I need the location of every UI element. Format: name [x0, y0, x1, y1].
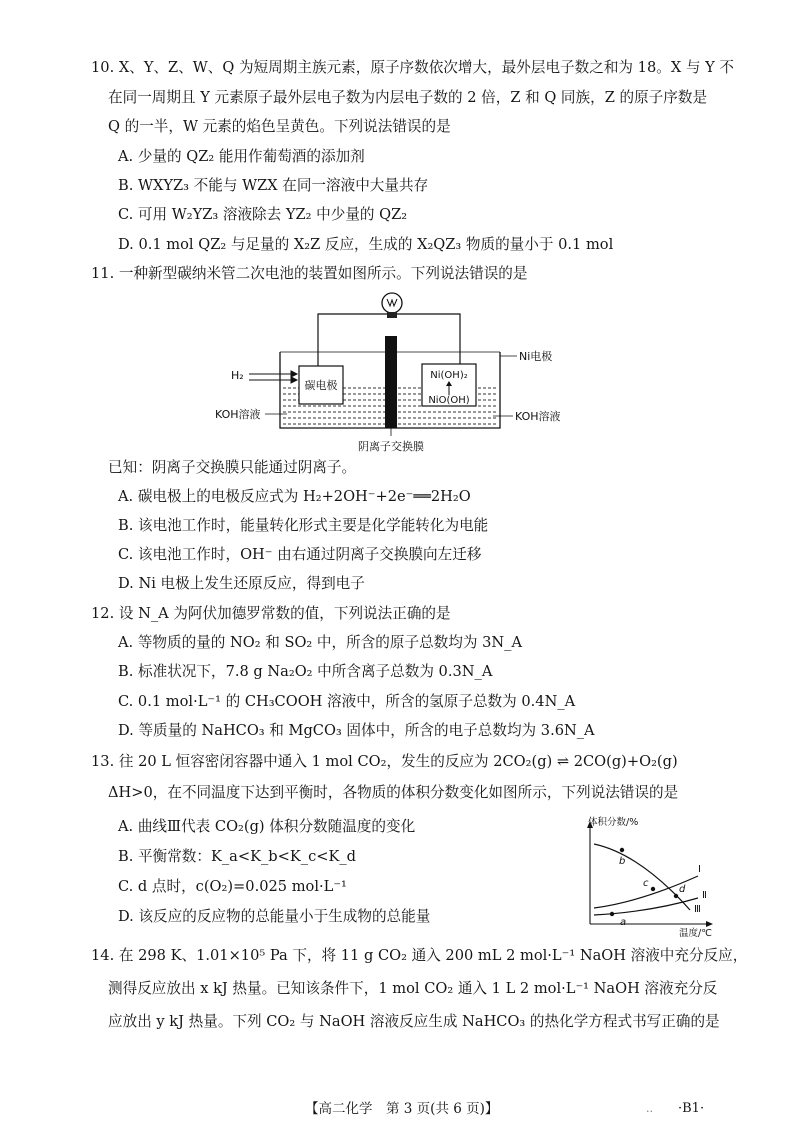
q10-stem-line-2: 在同一周期且 Y 元素原子最外层电子数为内层电子数的 2 倍，Z 和 Q 同族，Z 的原子序数是 [108, 89, 708, 106]
q14-stem-line-1: 14. 在 298 K、1.01×10⁵ Pa 下，将 11 g CO₂ 通入 200 mL 2 mol·L⁻¹ NaOH 溶液中充分反应， [91, 947, 748, 964]
curve-2 [594, 898, 698, 915]
h2-label: H₂ [231, 369, 244, 382]
q10-stem-line-1: 10. X、Y、Z、W、Q 为短周期主族元素，原子序数依次增大，最外层电子数之和为 18。X 与 Y 不 [91, 59, 734, 76]
footer-page-info: 【高二化学 第 3 页(共 6 页)】 [305, 1101, 499, 1117]
graph-ylabel: 体积分数/% [588, 817, 639, 828]
q12-option-d: D. 等质量的 NaHCO₃ 和 MgCO₃ 固体中，所含的电子总数均为 3.6N_A [118, 722, 595, 739]
q13-stem-line-1: 13. 往 20 L 恒容密闭容器中通入 1 mol CO₂，发生的反应为 2CO₂(g) ⇌ 2CO(g)+O₂(g) [91, 753, 678, 770]
nio-oh-label: NiO(OH) [428, 395, 470, 406]
q13-option-a: A. 曲线Ⅲ代表 CO₂(g) 体积分数随温度的变化 [118, 818, 416, 835]
point-b-label: b [619, 856, 626, 867]
point-c-label: c [643, 878, 649, 889]
q11-stem: 11. 一种新型碳纳米管二次电池的装置如图所示。下列说法错误的是 [91, 265, 528, 282]
q13-option-b: B. 平衡常数：K_a<K_b<K_c<K_d [118, 848, 357, 865]
external-wire-right [397, 314, 460, 364]
external-wire [318, 314, 387, 366]
koh-left-label: KOH溶液 [215, 408, 261, 421]
q11-option-b: B. 该电池工作时，能量转化形式主要是化学能转化为电能 [118, 517, 489, 534]
curve-1-label: Ⅰ [698, 864, 701, 875]
q10-option-c: C. 可用 W₂YZ₃ 溶液除去 YZ₂ 中少量的 QZ₂ [118, 206, 408, 223]
anion-exchange-membrane [385, 336, 397, 428]
point-a-label: a [620, 917, 627, 928]
q13-stem-line-2: ΔH>0，在不同温度下达到平衡时，各物质的体积分数变化如图所示，下列说法错误的是 [108, 784, 679, 801]
q12-option-a: A. 等物质的量的 NO₂ 和 SO₂ 中，所含的原子总数均为 3N_A [118, 634, 522, 651]
q11-option-d: D. Ni 电极上发生还原反应，得到电子 [118, 575, 365, 592]
q14-stem-line-2: 测得反应放出 x kJ 热量。已知该条件下，1 mol CO₂ 通入 1 L 2 mol·L⁻¹ NaOH 溶液充分反 [108, 980, 718, 997]
carbon-electrode-label: 碳电极 [304, 379, 338, 392]
q11-option-c: C. 该电池工作时，OH⁻ 由右通过阴离子交换膜向左迁移 [118, 546, 482, 563]
graph-xlabel: 温度/℃ [679, 928, 712, 939]
footer-dots: .. [646, 1102, 653, 1115]
page-footer [0, 1099, 794, 1119]
q13-option-d: D. 该反应的反应物的总能量小于生成物的总能量 [118, 908, 431, 925]
ni-electrode-label: Ni电极 [519, 350, 553, 363]
q11-option-a: A. 碳电极上的电极反应式为 H₂+2OH⁻+2e⁻══2H₂O [118, 488, 471, 505]
q11-known: 已知：阴离子交换膜只能通过阴离子。 [108, 459, 357, 476]
point-d-label: d [679, 884, 686, 895]
ni-oh2-label: Ni(OH)₂ [430, 370, 468, 381]
q12-option-b: B. 标准状况下，7.8 g Na₂O₂ 中所含离子总数为 0.3N_A [118, 663, 493, 680]
q10-option-b: B. WXYZ₃ 不能与 WZX 在同一溶液中大量共存 [118, 177, 429, 194]
q10-option-d: D. 0.1 mol QZ₂ 与足量的 X₂Z 反应，生成的 X₂QZ₃ 物质的量小于 0.1 mol [118, 236, 614, 253]
membrane-label: 阴离子交换膜 [358, 440, 424, 453]
q13-option-c: C. d 点时，c(O₂)=0.025 mol·L⁻¹ [118, 878, 347, 895]
battery-diagram [215, 290, 570, 460]
q10-option-a: A. 少量的 QZ₂ 能用作葡萄酒的添加剂 [118, 148, 365, 165]
q12-option-c: C. 0.1 mol·L⁻¹ 的 CH₃COOH 溶液中，所含的氢原子总数为 0.4N_A [118, 693, 576, 710]
koh-right-label: KOH溶液 [515, 410, 561, 423]
footer-code: ·B1· [678, 1101, 705, 1116]
h2-inlet-arrows [249, 371, 297, 383]
q10-stem-line-3: Q 的一半，W 元素的焰色呈黄色。下列说法错误的是 [108, 118, 451, 135]
q14-stem-line-3: 应放出 y kJ 热量。下列 CO₂ 与 NaOH 溶液反应生成 NaHCO₃ 的热化学方程式书写正确的是 [108, 1013, 720, 1030]
curve-3-label: Ⅲ [694, 904, 701, 915]
q12-stem: 12. 设 N_A 为阿伏加德罗常数的值，下列说法正确的是 [91, 605, 451, 622]
curve-2-label: Ⅱ [702, 890, 707, 901]
volume-fraction-graph [570, 812, 720, 937]
curve-decreasing [594, 844, 690, 910]
